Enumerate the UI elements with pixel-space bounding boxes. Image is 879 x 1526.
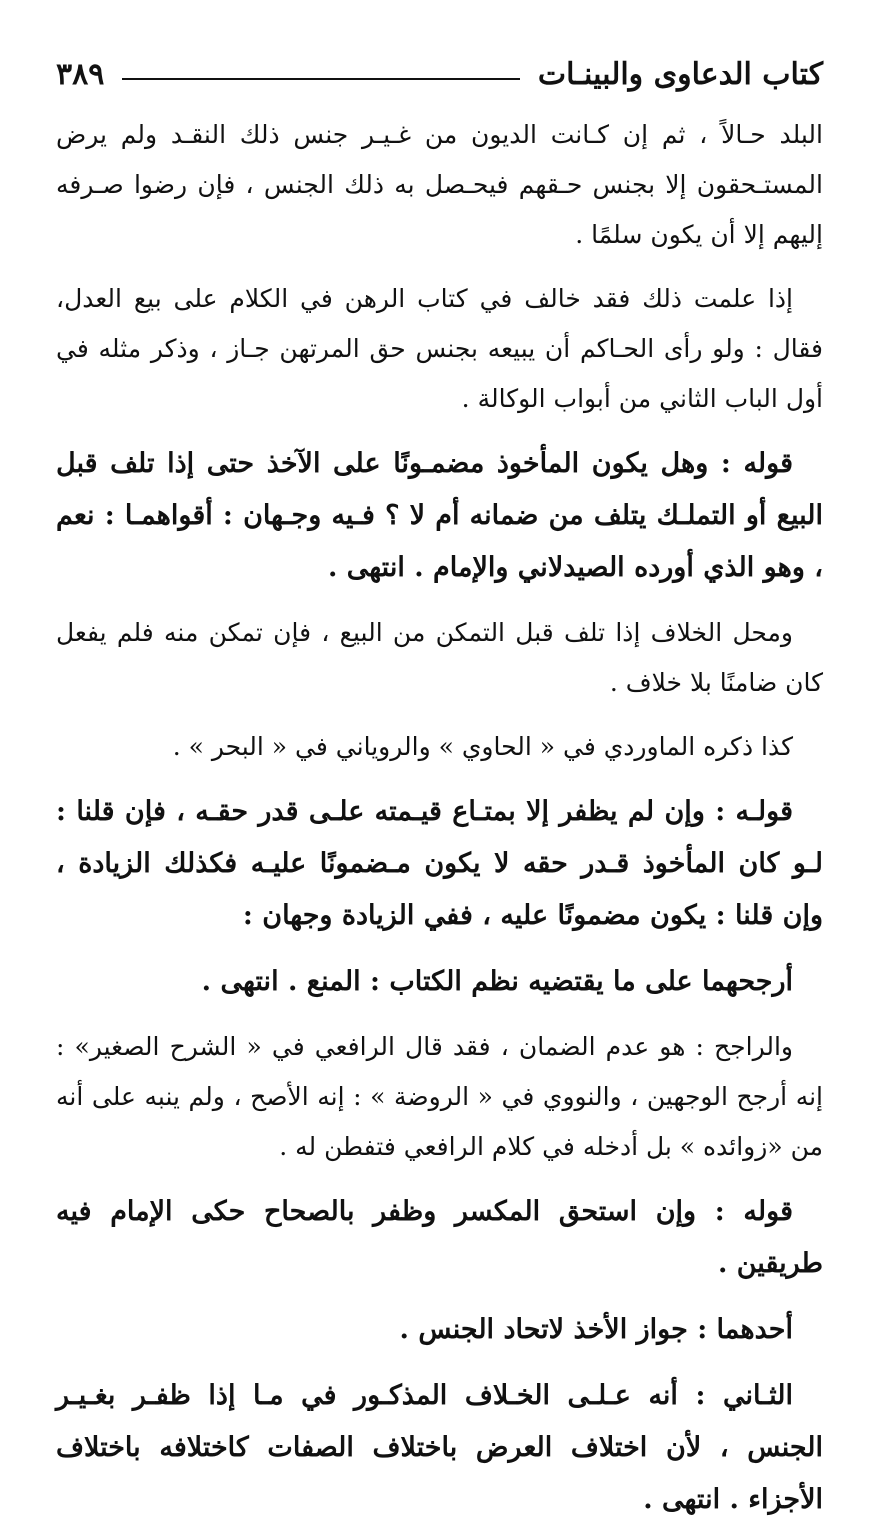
quoted-paragraph: أرجحهما على ما يقتضيه نظم الكتاب : المنع . انتهى . <box>201 966 793 997</box>
quoted-paragraph: الثـاني : أنه عـلـى الخـلاف المذكـور في مـا إذا ظفـر بغـيـر الجنس ، لأن اختلاف العرض باختلاف الصفات كاختلافه باختلاف الأجزاء . انتهى . <box>56 1380 823 1515</box>
paragraph: والراجح : هو عدم الضمان ، فقد قال الرافعي في « الشرح الصغير» : إنه أرجح الوجهين ، والنووي في « الروضة » : إنه الأصح ، ولم ينبه على أنه من «زوائده » بل أدخله في كلام الرافعي فتفطن له . <box>56 1032 823 1161</box>
quoted-paragraph: أحدهما : جواز الأخذ لاتحاد الجنس . <box>399 1314 793 1345</box>
paragraph: البلد حـالاً ، ثم إن كـانت الديون من غـيـر جنس ذلك النقـد ولم يرض المستـحقون إلا بجنس حـقهم فيحـصل به ذلك الجنس ، فإن رضوا صـرفه إليهم إلا أن يكون سلمًا . <box>56 120 823 249</box>
quoted-paragraph: قوله : وإن استحق المكسر وظفر بالصحاح حكى الإمام فيه طريقين . <box>56 1196 823 1279</box>
paragraph: ومحل الخلاف إذا تلف قبل التمكن من البيع ، فإن تمكن منه فلم يفعل كان ضامنًا بلا خلاف . <box>56 618 823 697</box>
page-number: ٣٨٩ <box>56 56 105 92</box>
paragraph: إذا علمت ذلك فقد خالف في كتاب الرهن في الكلام على بيع العدل، فقال : ولو رأى الحـاكم أن يبيعه بجنس حق المرتهن جـاز ، وذكر مثله في أول الباب الثاني من أبواب الوكالة . <box>56 284 823 413</box>
book-title: كتاب الدعاوى والبينـات <box>537 56 823 92</box>
quoted-paragraph: قولـه : وإن لم يظفر إلا بمتـاع قيـمته علـى قدر حقـه ، فإن قلنا : لـو كان المأخوذ قـدر حقه لا يكون مـضمونًا عليـه فكذلك الزيادة ، وإن قلنا : يكون مضمونًا عليه ، ففي الزيادة وجهان : <box>56 796 823 931</box>
paragraph: كذا ذكره الماوردي في « الحاوي » والروياني في « البحر » . <box>172 732 793 761</box>
running-header <box>56 52 823 96</box>
body-text <box>56 110 823 1526</box>
quoted-paragraph: قوله : وهل يكون المأخوذ مضمـونًا على الآخذ حتى إذا تلف قبل البيع أو التملـك يتلف من ضمانه أم لا ؟ فـيه وجـهان : أقواهمـا : نعم ، وهو الذي أورده الصيدلاني والإمام . انتهى . <box>56 448 823 583</box>
header-rule <box>122 78 520 80</box>
